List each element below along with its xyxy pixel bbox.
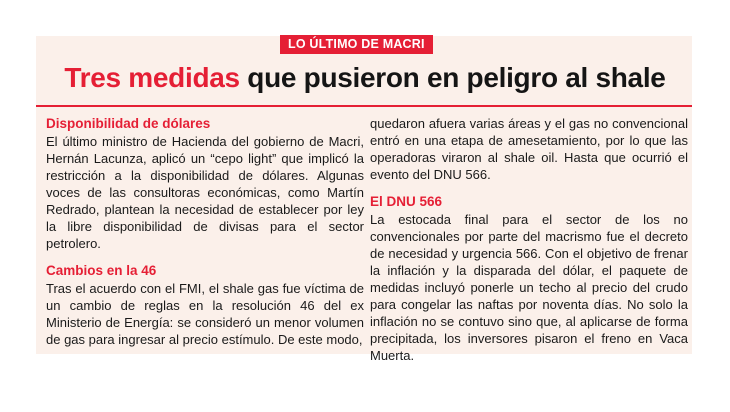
section-title-cambios: Cambios en la 46 (46, 263, 157, 278)
section-body-dolares: El último ministro de Hacienda del gobierno de Macri, Hernán Lacunza, aplicó un “cepo light” que implicó la restricción a la disponibilidad de dólares. Algunas voces de las consultoras económicas, como Martín Redrado, plantean la necesidad de establecer por ley la libre disponibilidad de divisas para el sector petrolero. (46, 134, 364, 251)
section-title-dnu: El DNU 566 (370, 194, 443, 209)
section-body-cambios-continued: quedaron afuera varias áreas y el gas no convencional entró en una etapa de amesetamiento, por lo que las operadoras viraron al shale oil. Hasta que ocurrió el evento del DNU 566. (370, 116, 688, 182)
headline-rest: que pusieron en peligro al shale (239, 62, 666, 93)
right-column (370, 115, 688, 374)
headline (0, 58, 730, 98)
headline-accent: Tres medidas (64, 62, 240, 93)
section-body-dnu: La estocada final para el sector de los no convencionales por parte del macrismo fue el decreto de necesidad y urgencia 566. Con el objetivo de frenar la inflación y la disparada del dólar, el paquete de medidas incluyó ponerle un techo al precio del crudo para congelar las naftas por noventa días. No solo la inflación no se contuvo sino que, al aplicarse de forma precipitada, los inversores pisaron el freno en Vaca Muerta. (370, 212, 688, 363)
left-column (46, 115, 364, 358)
section-title-dolares: Disponibilidad de dólares (46, 116, 211, 131)
section-body-cambios: Tras el acuerdo con el FMI, el shale gas fue víctima de un cambio de reglas en la resolución 46 del ex Ministerio de Energía: se consideró un menor volumen de gas para ingresar al precio estímulo. De este modo, (46, 281, 364, 347)
section-kicker: LO ÚLTIMO DE MACRI (280, 35, 433, 54)
headline-divider (36, 105, 692, 107)
